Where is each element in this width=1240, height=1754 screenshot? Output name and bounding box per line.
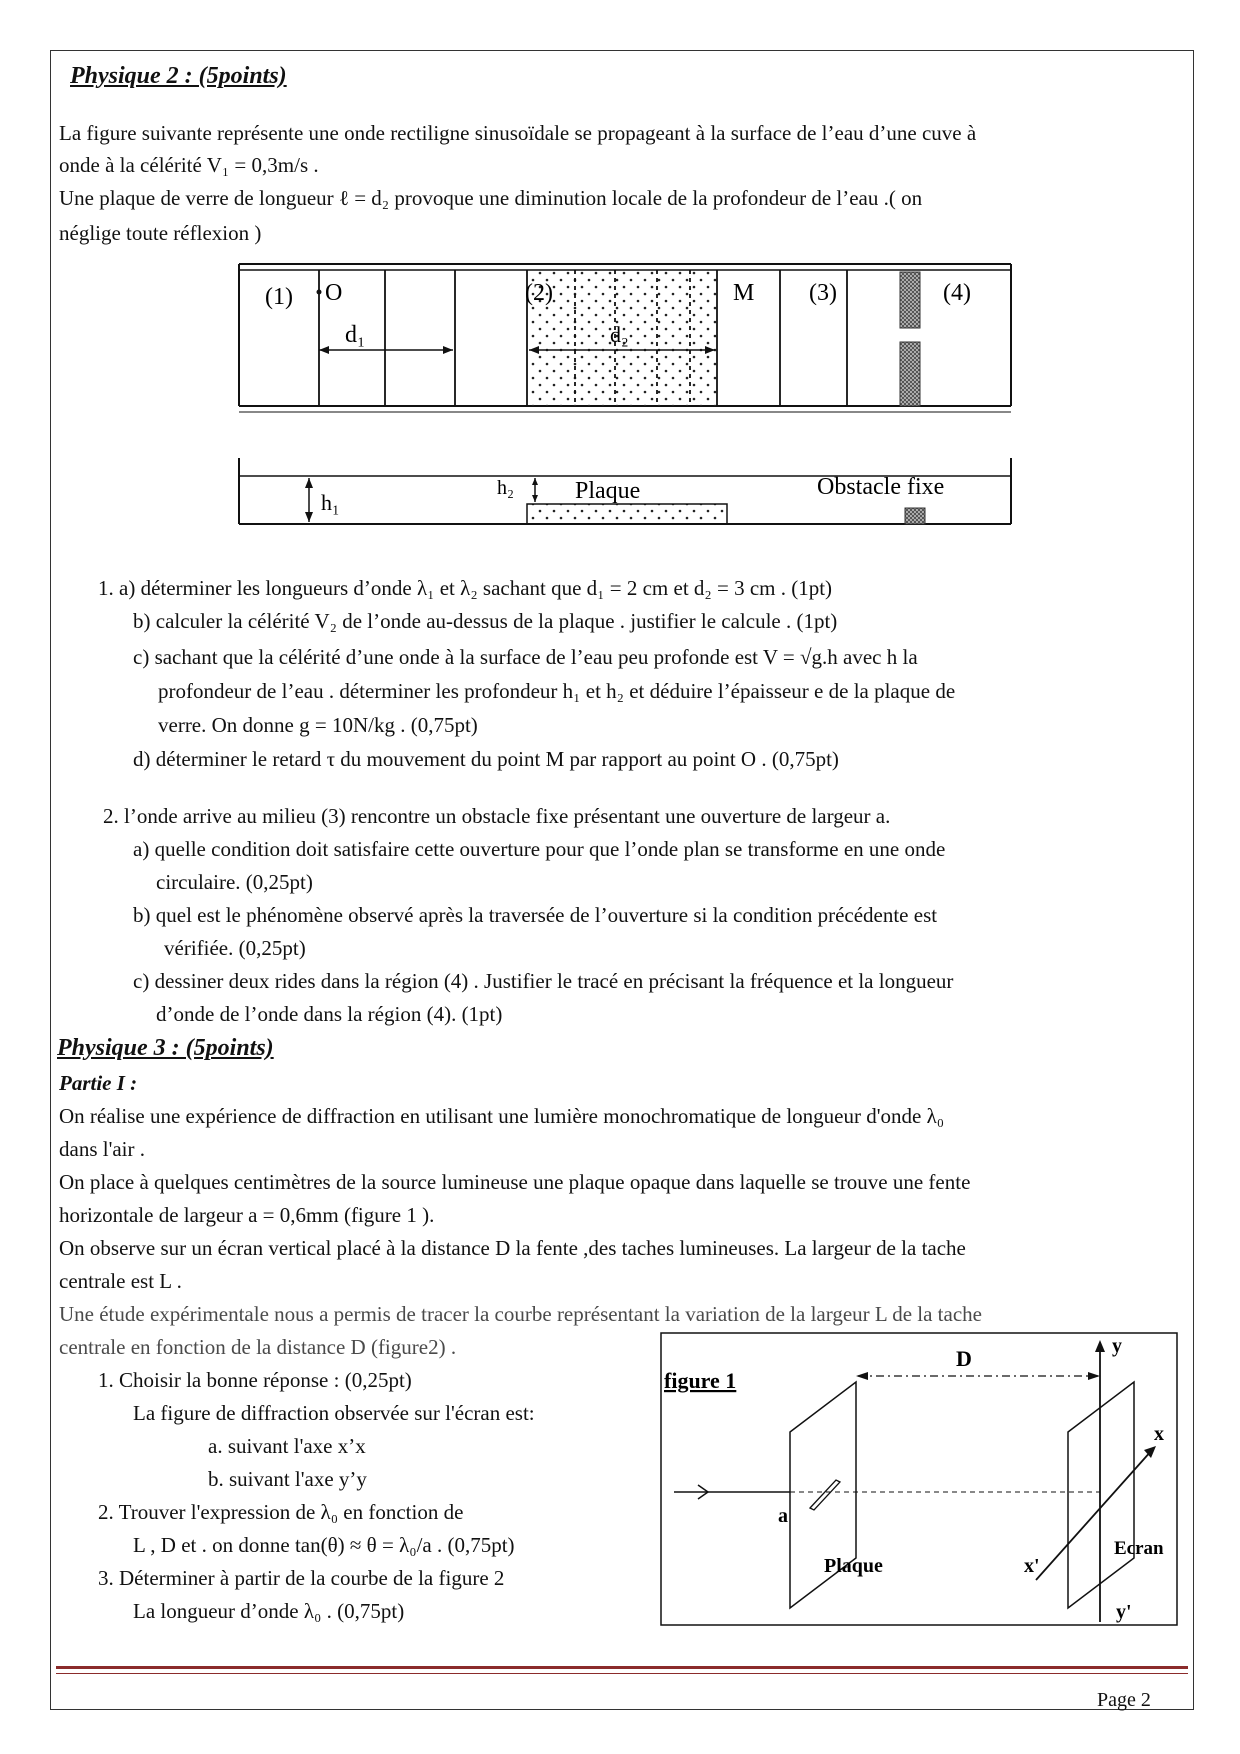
q1-a: 1. a) déterminer les longueurs d’onde λ₁ et λ₂ sachant que d₁ = 2 cm et d₂ = 3 cm . (1pt)	[98, 576, 833, 600]
intro-line-3: Une plaque de verre de longueur ℓ = d₂ provoque une diminution locale de la profondeur de l’eau .( on	[59, 186, 923, 210]
p3-body-7: Une étude expérimentale nous a permis de tracer la courbe représentant la variation de la largeur L de la tache	[59, 1302, 982, 1326]
q1-c-line3: verre. On donne g = 10N/kg . (0,75pt)	[158, 713, 478, 737]
p3-q1: 1. Choisir la bonne réponse : (0,25pt)	[98, 1368, 412, 1392]
medium-4-label: (4)	[943, 280, 971, 306]
obstacle-label: Obstacle fixe	[817, 474, 945, 500]
figure-1-caption: figure 1	[664, 1368, 737, 1393]
medium-2-label: (2)	[525, 280, 553, 306]
wave-tank-top-figure	[235, 262, 1020, 417]
p3-q3-line1: 3. Déterminer à partir de la courbe de la figure 2	[98, 1566, 505, 1590]
q2-a-line1: a) quelle condition doit satisfaire cette ouverture pour que l’onde plan se transforme en une onde	[133, 837, 946, 861]
p3-q3-line2: La longueur d’onde λ₀ . (0,75pt)	[133, 1599, 405, 1623]
p3-body-2: dans l'air .	[59, 1137, 146, 1161]
q2-b-line1: b) quel est le phénomène observé après la traversée de l’ouverture si la condition précédente est	[133, 903, 938, 927]
point-m-label: M	[733, 280, 755, 306]
p3-q1-text: La figure de diffraction observée sur l'écran est:	[133, 1401, 535, 1425]
q1-b: b) calculer la célérité V₂ de l’onde au-dessus de la plaque . justifier le calcule . (1pt)	[133, 609, 838, 633]
wave-tank-side-figure	[235, 458, 1020, 530]
x-prime-label: x'	[1024, 1555, 1040, 1577]
intro-line-1: La figure suivante représente une onde rectiligne sinusoïdale se propageant à la surface de l’eau d’une cuve à	[59, 121, 977, 145]
y-prime-label: y'	[1116, 1601, 1132, 1623]
p3-body-6: centrale est L .	[59, 1269, 182, 1293]
q2-b-line2: vérifiée. (0,25pt)	[164, 936, 306, 960]
q2-intro: 2. l’onde arrive au milieu (3) rencontre un obstacle fixe présentant une ouverture de largeur a.	[103, 804, 891, 828]
medium-1-label: (1)	[265, 284, 293, 310]
p3-body-5: On observe sur un écran vertical placé à la distance D la fente ,des taches lumineuses. La largeur de la tache	[59, 1236, 966, 1260]
intro-line-4: néglige toute réflexion )	[59, 221, 262, 245]
h1-label: h₁	[321, 490, 340, 515]
p3-q2-line2: L , D et . on donne tan(θ) ≈ θ = λ₀/a . (0,75pt)	[133, 1533, 515, 1557]
q2-c-line2: d’onde de l’onde dans la région (4). (1pt)	[156, 1002, 503, 1026]
p3-body-8: centrale en fonction de la distance D (figure2) .	[59, 1335, 457, 1359]
ecran-label: Ecran	[1114, 1538, 1164, 1559]
page-number: Page 2	[1097, 1689, 1151, 1711]
q2-c-line1: c) dessiner deux rides dans la région (4) . Justifier le tracé en précisant la fréquence et la longueur	[133, 969, 954, 993]
distance-d-label: D	[956, 1346, 972, 1371]
x-axis-label: x	[1154, 1423, 1164, 1445]
medium-3-label: (3)	[809, 280, 837, 306]
intro-line-2: onde à la célérité V₁ = 0,3m/s .	[59, 153, 319, 177]
plaque-fig-label: Plaque	[824, 1555, 883, 1577]
q1-c-line1: c) sachant que la célérité d’une onde à la surface de l’eau peu profonde est V = √g.h avec h la	[133, 645, 918, 669]
p3-q2-line1: 2. Trouver l'expression de λ₀ en fonction de	[98, 1500, 464, 1524]
footer-rule-thick	[56, 1666, 1188, 1669]
figure-1-diagram	[660, 1332, 1180, 1628]
slit-a-label: a	[778, 1505, 788, 1527]
partie-1-label: Partie I :	[59, 1071, 138, 1095]
physique3-title: Physique 3 : (5points)	[57, 1035, 274, 1061]
footer-rule-thin	[56, 1673, 1188, 1674]
p3-body-3: On place à quelques centimètres de la source lumineuse une plaque opaque dans laquelle se trouve une fente	[59, 1170, 971, 1194]
p3-body-1: On réalise une expérience de diffraction en utilisant une lumière monochromatique de longueur d'onde λ₀	[59, 1104, 945, 1128]
point-o-label: O	[325, 280, 343, 306]
q2-a-line2: circulaire. (0,25pt)	[156, 870, 313, 894]
p3-q1-option-a: a. suivant l'axe x’x	[208, 1434, 366, 1458]
p3-q1-option-b: b. suivant l'axe y’y	[208, 1467, 367, 1491]
d2-label: d₂	[610, 322, 629, 347]
plaque-label: Plaque	[575, 478, 641, 504]
h2-label: h₂	[497, 477, 514, 499]
y-axis-label: y	[1112, 1335, 1122, 1357]
q1-c-line2: profondeur de l’eau . déterminer les profondeur h₁ et h₂ et déduire l’épaisseur e de la plaque de	[158, 679, 956, 703]
p3-body-4: horizontale de largeur a = 0,6mm (figure 1 ).	[59, 1203, 435, 1227]
q1-d: d) déterminer le retard τ du mouvement du point M par rapport au point O . (0,75pt)	[133, 747, 839, 771]
physique2-title: Physique 2 : (5points)	[70, 63, 287, 89]
d1-label: d₁	[345, 322, 366, 348]
